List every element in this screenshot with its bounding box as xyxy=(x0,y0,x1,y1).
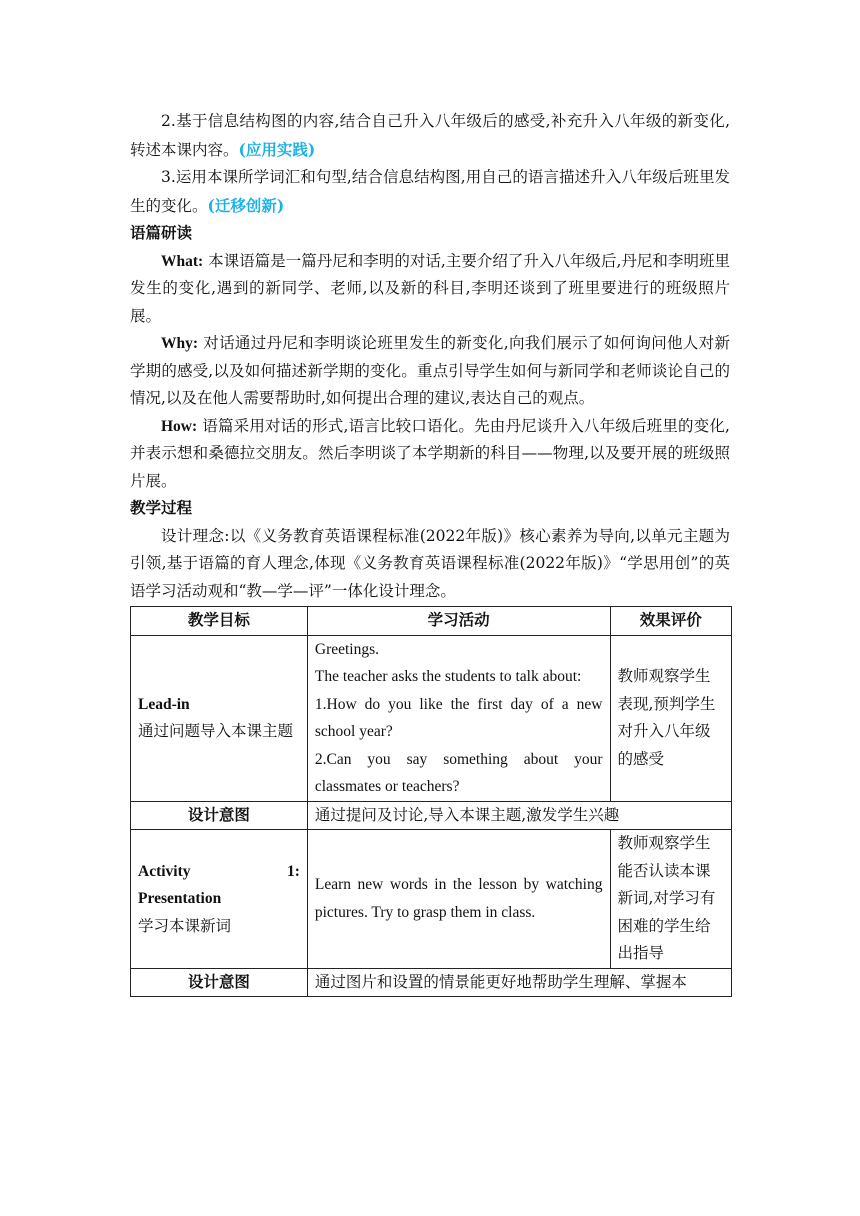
why-label: Why: xyxy=(161,335,199,352)
goal-description: 学习本课新词 xyxy=(138,916,232,935)
what-paragraph: What: 本课语篇是一篇丹尼和李明的对话,主要介绍了升入八年级后,丹尼和李明班里发生的变化,遇到的新同学、老师,以及新的科目,李明还谈到了班里要进行的班级照片展。 xyxy=(130,251,730,325)
goal-cell xyxy=(131,635,308,801)
goal-title: Activity 1: xyxy=(138,862,300,880)
objective-2: 2.基于信息结构图的内容,结合自己升入八年级后的感受,补充升入八年级的新变化,转述本课内容。(应用实践) xyxy=(130,112,730,159)
objective-2-tag: (应用实践) xyxy=(238,139,316,159)
table-row xyxy=(131,801,732,830)
activity-cell: Greetings. The teacher asks the students to talk about: 1.How do you like the first day of a new school year? 2.Can you say something about your classmates or teachers? xyxy=(307,635,610,801)
header-activity: 学习活动 xyxy=(307,607,610,636)
analysis-heading: 语篇研读 xyxy=(130,224,193,242)
objective-3-tag: (迁移创新) xyxy=(207,195,285,215)
design-concept-paragraph: 设计理念:以《义务教育英语课程标准(2022年版)》核心素养为导向,以单元主题为引领,基于语篇的育人理念,体现《义务教育英语课程标准(2022年版)》“学思用创”的英语学习活动观和“教—学—评”一体化设计理念。 xyxy=(130,526,730,600)
table-row xyxy=(131,635,732,801)
evaluation-cell: 教师观察学生表现,预判学生对升入八年级的感受 xyxy=(610,635,732,801)
what-label: What: xyxy=(161,252,204,270)
evaluation-cell: 教师观察学生能否认读本课新词,对学习有困难的学生给出指导 xyxy=(610,830,732,969)
goal-title: Lead-in xyxy=(138,695,190,713)
intent-label: 设计意图 xyxy=(131,801,308,830)
how-paragraph: How: 语篇采用对话的形式,语言比较口语化。先由丹尼谈升入八年级后班里的变化,并表示想和桑德拉交朋友。然后李明谈了本学期新的科目——物理,以及要开展的班级照片展。 xyxy=(130,416,730,490)
document-page xyxy=(130,108,730,997)
why-paragraph: Why: 对话通过丹尼和李明谈论班里发生的新变化,向我们展示了如何询问他人对新学期的感受,以及如何描述新学期的变化。重点引导学生如何与新同学和老师谈论自己的情况,以及在他人需要帮助时,如何提出合理的建议,表达自己的观点。 xyxy=(130,334,730,407)
goal-cell: Activity 1: Presentation 学习本课新词 xyxy=(131,830,308,969)
objective-3: 3.运用本课所学词汇和句型,结合信息结构图,用自己的语言描述升入八年级后班里发生的变化。(迁移创新) xyxy=(130,168,730,215)
intent-text: 通过提问及讨论,导入本课主题,激发学生兴趣 xyxy=(307,801,731,830)
table-row xyxy=(131,968,732,997)
intent-label: 设计意图 xyxy=(131,968,308,997)
header-goal: 教学目标 xyxy=(131,607,308,636)
process-heading: 教学过程 xyxy=(130,499,193,517)
how-label: How: xyxy=(161,417,198,435)
header-evaluation: 效果评价 xyxy=(610,607,732,636)
goal-description: 通过问题导入本课主题 xyxy=(138,722,294,740)
table-header-row xyxy=(131,607,732,636)
intent-text: 通过图片和设置的情景能更好地帮助学生理解、掌握本 xyxy=(307,968,731,997)
activity-cell: Learn new words in the lesson by watching pictures. Try to grasp them in class. xyxy=(307,830,610,969)
table-row xyxy=(131,830,732,969)
teaching-process-table xyxy=(130,606,732,997)
